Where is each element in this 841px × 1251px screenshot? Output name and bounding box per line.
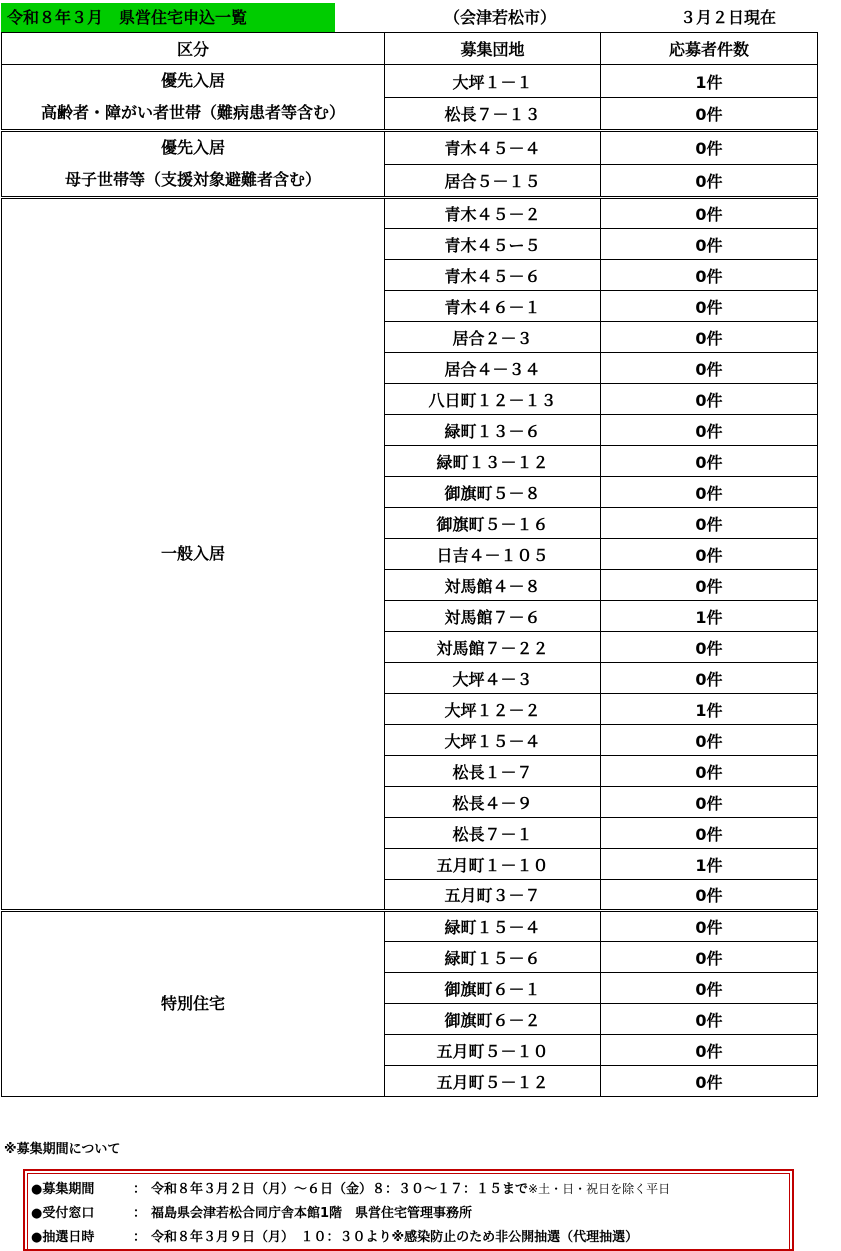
site-cell: 青木４５－４: [385, 131, 601, 165]
as-of-date: ３月２日現在: [680, 8, 777, 27]
notes-heading: ※募集期間について: [4, 1142, 121, 1157]
site-cell: 居合５－１５: [385, 164, 601, 198]
count-cell: 0件: [601, 322, 818, 353]
table-row: [2, 65, 818, 98]
site-cell: 居合２－３: [385, 322, 601, 353]
site-cell: 対馬館７－２２: [385, 632, 601, 663]
table-body: [2, 65, 818, 1097]
site-cell: 松長４－９: [385, 787, 601, 818]
table-header-row: [2, 33, 818, 65]
site-cell: 松長７－１３: [385, 98, 601, 131]
info-row-period: [31, 1178, 670, 1197]
site-cell: 大坪１５－４: [385, 725, 601, 756]
count-cell: 0件: [601, 725, 818, 756]
info-row-lottery: [31, 1226, 638, 1245]
count-cell: 0件: [601, 570, 818, 601]
table-row: [2, 131, 818, 165]
info-label: ●募集期間: [31, 1182, 95, 1197]
site-cell: 五月町５－１２: [385, 1066, 601, 1097]
count-cell: 0件: [601, 1004, 818, 1035]
info-label: ●受付窓口: [31, 1206, 95, 1221]
count-cell: 0件: [601, 756, 818, 787]
column-header-count: 応募者件数: [601, 33, 818, 65]
site-cell: 松長７－１: [385, 818, 601, 849]
category-label: 優先入居: [160, 138, 225, 157]
site-cell: 日吉４－１０５: [385, 539, 601, 570]
count-cell: 0件: [601, 260, 818, 291]
count-cell: 0件: [601, 508, 818, 539]
site-cell: 青木４５ー５: [385, 229, 601, 260]
count-cell: 0件: [601, 477, 818, 508]
table-row: [2, 911, 818, 942]
count-cell: 0件: [601, 353, 818, 384]
count-cell: 0件: [601, 942, 818, 973]
site-cell: 対馬館４－８: [385, 570, 601, 601]
count-cell: 1件: [601, 849, 818, 880]
count-cell: 1件: [601, 65, 818, 98]
count-cell: 0件: [601, 446, 818, 477]
count-cell: 0件: [601, 415, 818, 446]
site-cell: 御旗町６－２: [385, 1004, 601, 1035]
category-label: 特別住宅: [160, 994, 225, 1013]
count-cell: 0件: [601, 632, 818, 663]
count-cell: 0件: [601, 164, 818, 198]
column-header-category: 区分: [2, 33, 385, 65]
count-cell: 0件: [601, 384, 818, 415]
count-cell: 0件: [601, 818, 818, 849]
site-cell: 五月町５－１０: [385, 1035, 601, 1066]
site-cell: 五月町１－１０: [385, 849, 601, 880]
city-label: （会津若松市）: [444, 8, 557, 27]
info-separator: ：: [133, 1230, 147, 1245]
site-cell: 青木４５－６: [385, 260, 601, 291]
count-cell: 0件: [601, 787, 818, 818]
count-cell: 0件: [601, 229, 818, 260]
count-cell: 0件: [601, 539, 818, 570]
count-cell: 0件: [601, 880, 818, 911]
info-small-note: ※土・日・祝日を除く平日: [528, 1182, 671, 1196]
category-cell: [2, 911, 385, 1097]
count-cell: 1件: [601, 694, 818, 725]
category-label: 優先入居: [160, 71, 225, 90]
category-cell: [2, 198, 385, 911]
count-cell: 0件: [601, 291, 818, 322]
site-cell: 大坪１－１: [385, 65, 601, 98]
count-cell: 0件: [601, 663, 818, 694]
site-cell: 御旗町５－８: [385, 477, 601, 508]
site-cell: 御旗町５－１６: [385, 508, 601, 539]
site-cell: 御旗町６－１: [385, 973, 601, 1004]
info-label: ●抽選日時: [31, 1230, 95, 1245]
page-title: 令和８年３月 県営住宅申込一覧: [1, 3, 335, 32]
info-box: [23, 1169, 794, 1251]
count-cell: 1件: [601, 601, 818, 632]
category-label: 高齢者・障がい者世帯（難病患者等含む）: [40, 103, 345, 122]
info-separator: ：: [133, 1182, 147, 1197]
count-cell: 0件: [601, 1035, 818, 1066]
category-label: 母子世帯等（支援対象避難者含む）: [64, 170, 321, 189]
site-cell: 八日町１２－１３: [385, 384, 601, 415]
site-cell: 大坪１２－２: [385, 694, 601, 725]
count-cell: 0件: [601, 198, 818, 229]
site-cell: 大坪４－３: [385, 663, 601, 694]
info-text: 令和８年３月２日（月）～６日（金）８：３０～１７：１５まで: [151, 1182, 529, 1197]
column-header-site: 募集団地: [385, 33, 601, 65]
site-cell: 緑町１５－４: [385, 911, 601, 942]
category-label: 一般入居: [160, 544, 225, 563]
site-cell: 青木４６－１: [385, 291, 601, 322]
count-cell: 0件: [601, 973, 818, 1004]
info-text: 福島県会津若松合同庁舎本館1階 県営住宅管理事務所: [151, 1206, 473, 1221]
count-cell: 0件: [601, 98, 818, 131]
count-cell: 0件: [601, 911, 818, 942]
count-cell: 0件: [601, 131, 818, 165]
table-row: [2, 198, 818, 229]
info-row-window: [31, 1202, 472, 1221]
count-cell: 0件: [601, 1066, 818, 1097]
site-cell: 緑町１３－１２: [385, 446, 601, 477]
info-text: 令和８年３月９日（月） １０：３０より※感染防止のため非公開抽選（代理抽選）: [151, 1230, 639, 1245]
category-cell: [2, 131, 385, 198]
site-cell: 五月町３－７: [385, 880, 601, 911]
site-cell: 対馬館７－６: [385, 601, 601, 632]
site-cell: 青木４５－２: [385, 198, 601, 229]
site-cell: 緑町１３－６: [385, 415, 601, 446]
site-cell: 松長１－７: [385, 756, 601, 787]
info-separator: ：: [133, 1206, 147, 1221]
application-table: [1, 32, 818, 1097]
site-cell: 緑町１５－６: [385, 942, 601, 973]
site-cell: 居合４－３４: [385, 353, 601, 384]
category-cell: [2, 65, 385, 131]
